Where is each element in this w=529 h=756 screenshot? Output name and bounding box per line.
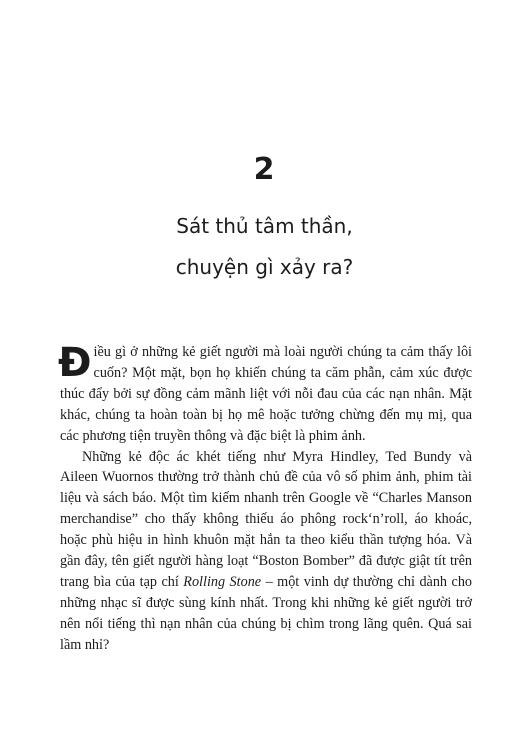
magazine-title: Rolling Stone <box>183 573 262 590</box>
paragraph-1-text: iều gì ở những kẻ giết người mà loài người chúng ta cảm thấy lôi cuốn? Một mặt, bọn họ khiến chúng ta căm phẫn, cảm xúc được thúc đẩy bởi sự đồng cảm mãnh liệt với nỗi đau của các nạn nhân. Mặt khác, chúng ta hoàn toàn bị họ mê hoặc tưởng chừng đến mụ mị, qua các phương tiện truyền thông và đặc biệt là phim ảnh. <box>60 344 472 444</box>
chapter-title-line-2: chuyện gì xảy ra? <box>175 255 354 279</box>
paragraph-2-text-a: Những kẻ độc ác khét tiếng như Myra Hindley, Ted Bundy và Aileen Wuornos thường trở thành chủ đề của vô số phim ảnh, phim tài liệu và sách báo. Một tìm kiếm nhanh trên Google về “Charles Manson merchandise” cho thấy không thiếu áo phông rock‘n’roll, áo khoác, hoặc phù hiệu in hình khuôn mặt hắn ta theo kiểu thần tượng hóa. Và gần đây, tên giết người hàng loạt “Boston Bomber” đã được giật tít trên trang bìa của tạp chí <box>60 448 472 590</box>
paragraph-2 <box>60 447 472 656</box>
chapter-title-line-1: Sát thủ tâm thần, <box>176 214 353 238</box>
paragraph-1 <box>60 342 472 447</box>
drop-cap: Đ <box>58 340 92 386</box>
chapter-number: 2 <box>253 152 276 187</box>
paragraph-2-text-b: – một vinh dự thường chỉ dành cho những nhạc sĩ được sùng kính nhất. Trong khi những kẻ giết người trở nên nổi tiếng thì nạn nhân của chúng bị chìm trong lãng quên. Quá sai lầm nhỉ? <box>60 573 473 653</box>
chapter-body <box>60 342 472 656</box>
chapter-title <box>0 206 529 288</box>
